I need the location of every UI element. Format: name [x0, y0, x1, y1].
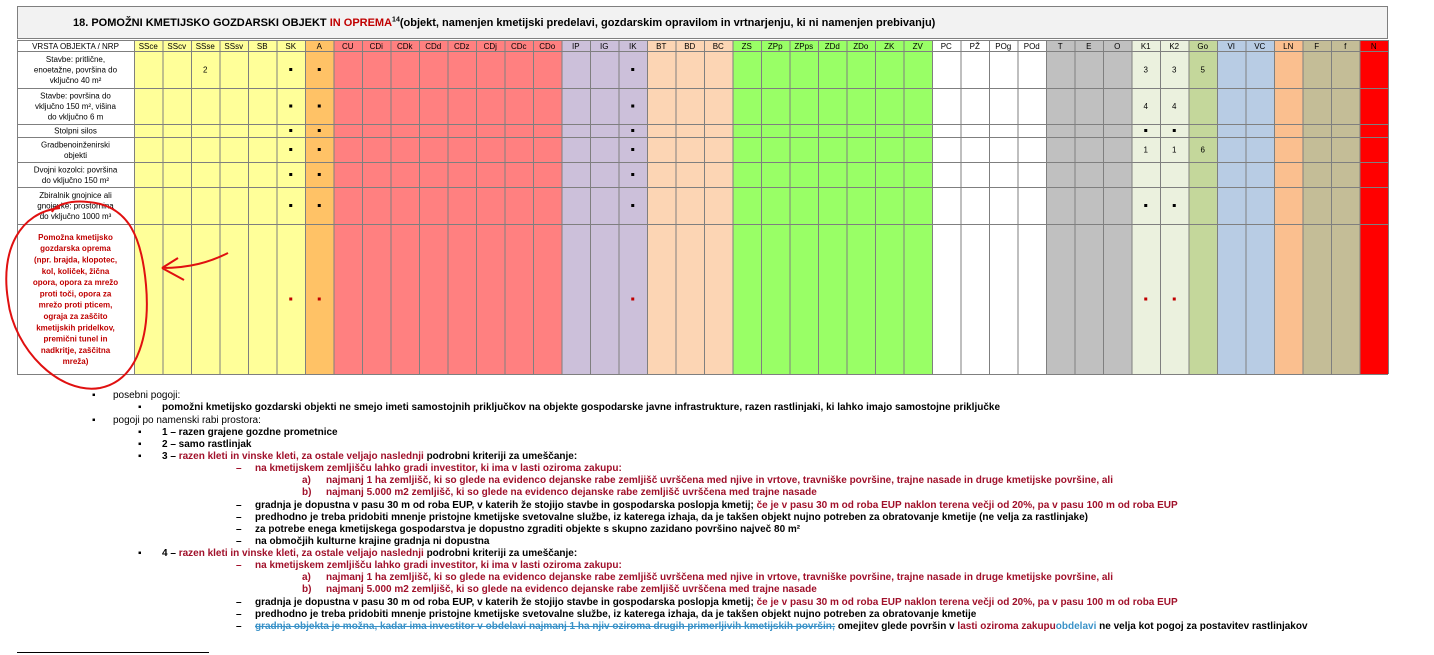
mark-K2 [1173, 204, 1176, 207]
last-rule-blue: obdelavi [1055, 621, 1097, 632]
column-header-LN: LN [1283, 42, 1294, 51]
column-header-CDc: CDc [510, 42, 527, 51]
column-header-CDd: CDd [425, 42, 442, 51]
column-header-POg: POg [995, 42, 1012, 51]
column-header-CDo: CDo [539, 42, 556, 51]
column-fill-SSse [191, 40, 220, 374]
list-bullet: ▪ [92, 415, 96, 426]
mark-K1 [1144, 129, 1147, 132]
gradnja-black: gradnja je dopustna v pasu 30 m od roba EUP, v katerih že stojijo stavbe in gospodarska poslopja kmetij; [255, 597, 754, 608]
column-header-PŽ: PŽ [969, 42, 980, 51]
mark-A [318, 148, 321, 151]
value-K2: 1 [1172, 145, 1177, 155]
mark-IK [631, 173, 634, 176]
column-fill-O [1103, 40, 1132, 374]
mark-A [318, 105, 321, 108]
column-header-ZPps: ZPps [794, 42, 814, 51]
column-fill-PC [932, 40, 961, 374]
column-fill-CDi [362, 40, 391, 374]
list-bullet: ▪ [138, 439, 142, 450]
column-fill-N [1360, 40, 1389, 374]
column-header-CDk: CDk [396, 42, 413, 51]
column-fill-POd [1018, 40, 1047, 374]
condition-3-b: najmanj 5.000 m2 zemljišč, ki so glede na evidenco dejanske rabe zemljišč uvrščena med trajne nasade [326, 487, 817, 498]
column-fill-ZV [904, 40, 933, 374]
column-fill-ZDo [847, 40, 876, 374]
mark-IK [631, 298, 634, 301]
row-label: Zbiralnik gnojnice ali gnojevke: prostornina do vključno 1000 m³ [37, 191, 114, 221]
condition-4-b: najmanj 5.000 m2 zemljišč, ki so glede na evidenco dejanske rabe zemljišč uvrščena med trajne nasade [326, 584, 817, 595]
column-header-SScv: SScv [167, 42, 187, 51]
column-header-ZPp: ZPp [767, 42, 783, 51]
column-fill-ZPp [761, 40, 790, 374]
column-fill-VC [1246, 40, 1275, 374]
column-fill-CDk [391, 40, 420, 374]
mark-SK [289, 148, 292, 151]
column-fill-CDc [505, 40, 534, 374]
condition-3-sub1: na kmetijskem zemljišču lahko gradi investitor, ki ima v lasti oziroma zakupu: [255, 463, 622, 474]
column-header-SB: SB [256, 42, 268, 51]
column-header-BT: BT [656, 42, 667, 51]
posebni-pogoji-label: posebni pogoji: [113, 390, 181, 401]
row-label: Dvojni kozolci: površina do vključno 150 m² [33, 165, 118, 185]
value-K1: 4 [1143, 102, 1148, 111]
condition-4-red: razen kleti in vinske kleti, za ostale veljajo naslednji [178, 548, 424, 559]
value-K2: 4 [1172, 102, 1177, 111]
value-K1: 3 [1143, 65, 1148, 75]
column-header-CDi: CDi [369, 42, 383, 51]
list-bullet: ▪ [138, 427, 142, 438]
sub-b-label: b) [302, 584, 312, 595]
title-highlight: IN OPREMA [329, 17, 393, 29]
mark-K2 [1173, 129, 1176, 132]
dash: – [236, 512, 242, 523]
dash: – [236, 524, 242, 535]
mark-SK [289, 204, 292, 207]
column-header-CU: CU [341, 42, 354, 51]
mark-A [318, 298, 321, 301]
column-fill-CU [334, 40, 363, 374]
dash: – [236, 463, 242, 474]
list-bullet: ▪ [138, 402, 142, 413]
column-header-f: f [1344, 42, 1347, 51]
column-header-T: T [1057, 42, 1063, 51]
column-header-CDj: CDj [483, 42, 497, 51]
column-header-ZS: ZS [741, 42, 752, 51]
row-label: Stavbe: površina do vključno 150 m², višina do vključno 6 m [35, 91, 116, 122]
column-fill-E [1075, 40, 1104, 374]
column-header-VC: VC [1254, 42, 1266, 51]
mark-K1 [1144, 204, 1147, 207]
condition-3-a: najmanj 1 ha zemljišč, ki so glede na evidenco dejanske rabe zemljišč uvrščena med njive in vrtove, travniške površine, trajne nasade in druge kmetijske površine, ali [326, 475, 1113, 486]
condition-4 [162, 548, 577, 560]
column-fill-ZK [875, 40, 904, 374]
column-fill-CDz [448, 40, 477, 374]
column-fill-F [1303, 40, 1332, 374]
mark-SK [289, 68, 292, 71]
dash: – [236, 560, 242, 571]
value-K1: 1 [1143, 145, 1148, 155]
last-rule-red: lasti oziroma zakupu [957, 621, 1056, 632]
column-header-E: E [1086, 42, 1092, 51]
column-fill-SSce [134, 40, 163, 374]
condition-3 [162, 451, 577, 463]
mark-A [318, 129, 321, 132]
value-Go: 6 [1200, 145, 1205, 155]
column-header-BD: BD [684, 42, 696, 51]
value-K2: 3 [1172, 65, 1177, 75]
last-rule-end: ne velja kot pogoj za postavitev rastlinjakov [1096, 621, 1308, 632]
column-header-SSse: SSse [195, 42, 215, 51]
column-fill-SB [248, 40, 277, 374]
column-header-ZDo: ZDo [853, 42, 869, 51]
column-header-K2: K2 [1169, 42, 1180, 51]
mark-IK [631, 148, 634, 151]
title-description: (objekt, namenjen kmetijski predelavi, gozdarskim opravilom in vrtnarjenju, ki ni namenjen prebivanju) [399, 17, 936, 29]
column-header-SSce: SSce [138, 42, 158, 51]
column-header-ZK: ZK [884, 42, 895, 51]
last-rule-strikethrough: gradnja objekta je možna, kadar ima investitor v obdelavi najmanj 1 ha njiv oziroma drugih primerljivih kmetijskih površin; [255, 621, 836, 632]
column-fill-IP [562, 40, 591, 374]
last-rule [255, 621, 1308, 633]
column-header-POd: POd [1023, 42, 1040, 51]
sub-a-label: a) [302, 475, 311, 486]
mark-K1 [1144, 298, 1147, 301]
condition-3-red: razen kleti in vinske kleti, za ostale veljajo naslednji [178, 451, 424, 462]
column-header-SK: SK [285, 42, 297, 51]
posebni-pogoji-item: pomožni kmetijsko gozdarski objekti ne smejo imeti samostojnih priključkov na objekte gospodarske javne infrastrukture, razen rastlinjaki, ki lahko imajo samostojne priključke [162, 402, 1001, 413]
mark-SK [289, 129, 292, 132]
column-header-CDz: CDz [453, 42, 470, 51]
column-header-PC: PC [940, 42, 952, 51]
condition-4-a: najmanj 1 ha zemljišč, ki so glede na evidenco dejanske rabe zemljišč uvrščena med njive in vrtove, travniške površine, trajne nasade in druge kmetijske površine, ali [326, 572, 1113, 583]
value-SSse: 2 [203, 65, 208, 75]
gradnja-rule-2 [255, 597, 1178, 609]
column-header-SSsv: SSsv [224, 42, 244, 51]
predhodno-rule: predhodno je treba pridobiti mnenje pristojne kmetijske svetovalne službe, iz katerega izhaja, da je takšen objekt nujno potreben za obratovanje kmetije (ne velja za rastlinjake) [255, 512, 1089, 523]
column-fill-ZDd [818, 40, 847, 374]
footnote-separator [17, 652, 209, 653]
column-fill-BT [647, 40, 676, 374]
gradnja-black: gradnja je dopustna v pasu 30 m od roba EUP, v katerih že stojijo stavbe in gospodarska poslopja kmetij; [255, 500, 754, 511]
list-bullet: ▪ [138, 451, 142, 462]
column-fill-T [1046, 40, 1075, 374]
row-label: Gradbenoinženirski objekti [41, 140, 110, 160]
row-label: Pomožna kmetijsko gozdarska oprema (npr. brajda, klopotec, kol, količek, žična opora, opora za mrežo proti toči, opora za mrežo proti pticem, ograja za zaščito kmetijskih pridelkov, premični tunel in nadkritje, zaščitna mreža) [32, 232, 119, 367]
column-header-ZV: ZV [912, 42, 923, 51]
row-label: Stolpni silos [54, 126, 97, 136]
mark-IK [631, 105, 634, 108]
column-fill-BD [676, 40, 705, 374]
mark-IK [631, 204, 634, 207]
mark-A [318, 204, 321, 207]
condition-4-rest: podrobni kriteriji za umeščanje: [423, 548, 578, 559]
title-footnote-ref: 14 [392, 16, 400, 24]
column-fill-SSsv [220, 40, 249, 374]
column-header-VI: VI [1227, 42, 1236, 51]
column-fill-BC [704, 40, 733, 374]
column-header-Go: Go [1197, 42, 1209, 51]
column-fill-POg [989, 40, 1018, 374]
column-header-O: O [1114, 42, 1121, 51]
column-header-IP: IP [571, 42, 580, 51]
list-bullet: ▪ [92, 390, 96, 401]
column-header-ZDd: ZDd [824, 42, 840, 51]
condition-4-number: 4 – [162, 548, 179, 559]
gradnja-red: če je v pasu 30 m od roba EUP naklon terena večji od 20%, pa v pasu 100 m od roba EUP [753, 500, 1178, 511]
sub-b-label: b) [302, 487, 312, 498]
condition-1: 1 – razen grajene gozdne prometnice [162, 427, 338, 438]
column-header-N: N [1370, 42, 1377, 51]
column-fill-f [1331, 40, 1360, 374]
title-main: 18. POMOŽNI KMETIJSKO GOZDARSKI OBJEKT [73, 17, 327, 29]
gradnja-red: če je v pasu 30 m od roba EUP naklon terena večji od 20%, pa v pasu 100 m od roba EUP [753, 597, 1178, 608]
column-header-F: F [1314, 42, 1320, 51]
column-fill-ZS [733, 40, 762, 374]
mark-IK [631, 68, 634, 71]
column-fill-SScv [163, 40, 192, 374]
value-Go: 5 [1200, 65, 1205, 75]
dash: – [236, 597, 242, 608]
condition-3-rest: podrobni kriteriji za umeščanje: [423, 451, 578, 462]
condition-4-sub1: na kmetijskem zemljišču lahko gradi investitor, ki ima v lasti oziroma zakupu: [255, 560, 622, 571]
column-fill-CDj [476, 40, 505, 374]
dash: – [236, 621, 242, 632]
last-rule-black: omejitev glede površin v [835, 621, 958, 632]
column-fill-VI [1217, 40, 1246, 374]
corner-header: VRSTA OBJEKTA / NRP [32, 42, 119, 51]
mark-A [318, 173, 321, 176]
column-fill-PŽ [961, 40, 990, 374]
column-header-K1: K1 [1140, 42, 1151, 51]
column-fill-LN [1274, 40, 1303, 374]
kulturne-rule: na območjih kulturne krajine gradnja ni dopustna [255, 536, 490, 547]
column-header-IG: IG [600, 42, 609, 51]
predhodno-rule-2: predhodno je treba pridobiti mnenje pristojne kmetijske svetovalne službe, iz katerega izhaja, da je takšen objekt nujno potreben za obratovanje kmetije [255, 609, 977, 620]
mark-SK [289, 298, 292, 301]
sub-a-label: a) [302, 572, 311, 583]
condition-2: 2 – samo rastlinjak [162, 439, 252, 450]
condition-3-number: 3 – [162, 451, 179, 462]
column-header-BC: BC [712, 42, 724, 51]
dash: – [236, 536, 242, 547]
column-header-A: A [316, 42, 322, 51]
list-bullet: ▪ [138, 548, 142, 559]
column-fill-IG [590, 40, 619, 374]
gradnja-rule [255, 500, 1178, 512]
mark-IK [631, 129, 634, 132]
mark-A [318, 68, 321, 71]
column-fill-CDo [533, 40, 562, 374]
column-fill-CDd [419, 40, 448, 374]
dash: – [236, 609, 242, 620]
column-fill-ZPps [790, 40, 819, 374]
mark-SK [289, 173, 292, 176]
column-header-IK: IK [628, 42, 637, 51]
row-label: Stavbe: pritlične, enoetažne, površina do vključno 40 m² [33, 55, 118, 85]
mark-SK [289, 105, 292, 108]
mark-K2 [1173, 298, 1176, 301]
potrebe-rule: za potrebe enega kmetijskega gospodarstva je dopustno zgraditi objekte s skupno zazidano površino največ 80 m² [255, 524, 801, 535]
dash: – [236, 500, 242, 511]
column-fill-Go [1189, 40, 1218, 374]
namenska-raba-label: pogoji po namenski rabi prostora: [113, 415, 261, 426]
